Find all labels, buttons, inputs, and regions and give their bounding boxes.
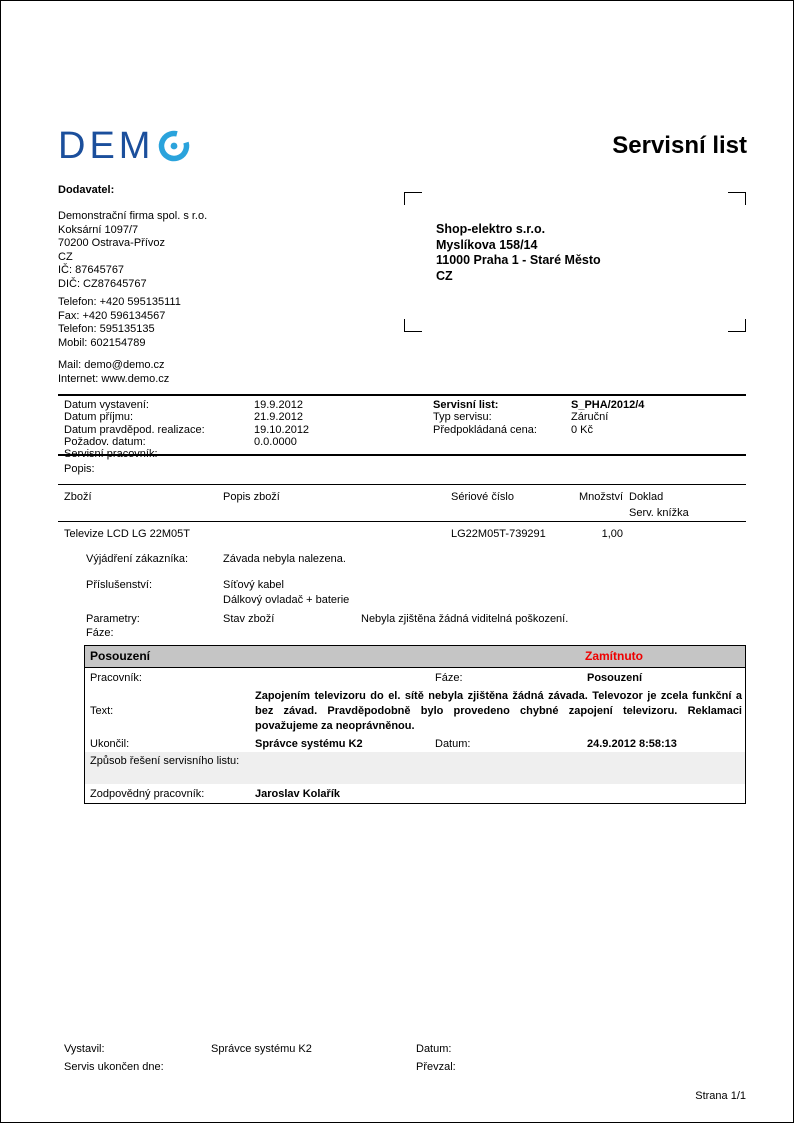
assessment-header	[85, 646, 745, 668]
logo-text: DEM	[58, 125, 155, 167]
supplier-contact-block	[58, 296, 181, 350]
customer-country: CZ	[436, 268, 453, 283]
responsible-worker-value: Jaroslav Kolařík	[255, 788, 340, 800]
parameters-label: Parametry:	[86, 613, 140, 625]
customer-name: Shop-elektro s.r.o.	[436, 222, 546, 236]
service-sheet-number: S_PHA/2012/4	[571, 399, 645, 411]
issued-by-value: Správce systému K2	[211, 1043, 312, 1055]
assessment-finished-row	[85, 734, 745, 752]
supplier-city: 70200 Ostrava-Přívoz	[58, 237, 165, 249]
footer-date-label: Datum:	[416, 1043, 452, 1055]
info-row	[58, 436, 746, 448]
table-row	[58, 528, 746, 542]
supplier-address-block	[58, 210, 207, 291]
accessories-values	[223, 578, 349, 608]
worker-label: Pracovník:	[90, 672, 142, 684]
supplier-phone2: Telefon: 595135135	[58, 323, 155, 335]
parameter-value: Nebyla zjištěna žádná viditelná poškození.	[361, 613, 569, 625]
text-label: Text:	[90, 705, 114, 717]
col-service-book-header: Serv. knížka	[629, 507, 689, 519]
crop-mark-bottom-left-icon	[404, 319, 422, 332]
service-finished-label: Servis ukončen dne:	[64, 1061, 164, 1073]
parameter-name: Stav zboží	[223, 613, 275, 625]
crop-mark-top-left-icon	[404, 192, 422, 205]
accessories-label: Příslušenství:	[86, 579, 153, 591]
responsible-worker-label: Zodpovědný pracovník:	[90, 788, 205, 800]
assessment-worker-row	[85, 668, 745, 687]
assessment-solution-row	[85, 752, 745, 784]
col-quantity-header: Množství	[578, 491, 623, 503]
info-row	[58, 399, 746, 411]
supplier-phone1: Telefon: +420 595135111	[58, 296, 181, 308]
customer-statement-value: Závada nebyla nalezena.	[223, 553, 346, 565]
col-goods-header: Zboží	[64, 491, 92, 503]
received-by-label: Převzal:	[416, 1061, 456, 1073]
customer-address	[436, 222, 601, 284]
col-serial-header: Sériové číslo	[451, 491, 514, 503]
item-quantity: 1,00	[601, 528, 623, 540]
items-table-header	[58, 485, 746, 522]
assessment-box	[84, 645, 746, 804]
phase-label: Fáze:	[86, 627, 114, 639]
assessment-responsible-row	[85, 784, 745, 803]
supplier-ic: IČ: 87645767	[58, 264, 125, 276]
expected-price-value: 0 Kč	[571, 424, 594, 436]
date-issued-value: 19.9.2012	[254, 399, 303, 411]
finished-by-value: Správce systému K2	[255, 738, 363, 750]
crop-mark-top-right-icon	[728, 192, 746, 205]
service-sheet-label: Servisní list:	[433, 399, 499, 411]
date-issued-label: Datum vystavení:	[64, 399, 149, 411]
phase-value: Posouzení	[587, 672, 643, 684]
description-label: Popis:	[64, 463, 95, 475]
status-badge: Zamítnuto	[585, 649, 643, 663]
supplier-heading: Dodavatel:	[58, 184, 115, 196]
supplier-street: Koksární 1097/7	[58, 223, 139, 236]
issued-by-label: Vystavil:	[64, 1043, 105, 1055]
supplier-web: Internet: www.demo.cz	[58, 372, 170, 385]
expected-price-label: Předpokládaná cena:	[433, 424, 537, 436]
assessment-text-row	[85, 687, 745, 734]
item-goods-name: Televize LCD LG 22M05T	[64, 528, 190, 540]
date-value: 24.9.2012 8:58:13	[587, 738, 677, 750]
customer-street: Myslíkova 158/14	[436, 237, 538, 252]
accessories-row	[58, 578, 746, 608]
date-expected-value: 19.10.2012	[254, 424, 310, 436]
solution-method-label: Způsob řešení servisního listu:	[90, 755, 240, 767]
info-row	[58, 411, 746, 423]
finished-by-label: Ukončil:	[90, 738, 130, 750]
service-worker-label: Servisní pracovník:	[64, 448, 158, 460]
document-info-section	[58, 394, 746, 460]
assessment-text: Zapojením televizoru do el. sítě nebyla zjištěna žádná závada. Televozor je zcela funkční a bez závad. Pravděpodobně bylo provedeno chybné zapojení televizoru. Reklamaci považujeme za neoprávněnou.	[255, 690, 742, 732]
col-goods-desc-header: Popis zboží	[223, 491, 280, 503]
page-title: Servisní list	[612, 132, 747, 159]
service-type-label: Typ servisu:	[433, 411, 492, 423]
date-received-label: Datum příjmu:	[64, 411, 134, 423]
supplier-name: Demonstrační firma spol. s r.o.	[58, 210, 208, 222]
accessory-item: Dálkový ovladač + baterie	[223, 594, 350, 606]
supplier-mail: Mail: demo@demo.cz	[58, 359, 165, 371]
requested-date-label: Požadov. datum:	[64, 436, 146, 448]
phase-label: Fáze:	[435, 672, 463, 684]
requested-date-value: 0.0.0000	[254, 436, 297, 448]
accessory-item: Síťový kabel	[223, 579, 284, 591]
crop-mark-bottom-right-icon	[728, 319, 746, 332]
item-serial-number: LG22M05T-739291	[451, 528, 546, 540]
date-label: Datum:	[435, 738, 471, 750]
footer-row	[58, 1061, 746, 1075]
supplier-online-block	[58, 359, 169, 386]
assessment-title: Posouzení	[90, 649, 151, 663]
date-received-value: 21.9.2012	[254, 411, 303, 423]
info-row	[58, 424, 746, 436]
supplier-dic: DIČ: CZ87645767	[58, 277, 147, 290]
footer-row	[58, 1043, 746, 1057]
customer-city: 11000 Praha 1 - Staré Město	[436, 253, 601, 267]
supplier-mobile: Mobil: 602154789	[58, 336, 146, 349]
customer-statement-label: Výjádření zákazníka:	[86, 553, 189, 565]
service-type-value: Záruční	[571, 411, 609, 423]
date-expected-label: Datum pravděpod. realizace:	[64, 424, 205, 436]
col-document-header: Doklad	[629, 491, 664, 503]
supplier-country: CZ	[58, 250, 73, 263]
page-number: Strana 1/1	[695, 1090, 746, 1102]
description-section	[58, 456, 746, 485]
supplier-fax: Fax: +420 596134567	[58, 309, 166, 322]
